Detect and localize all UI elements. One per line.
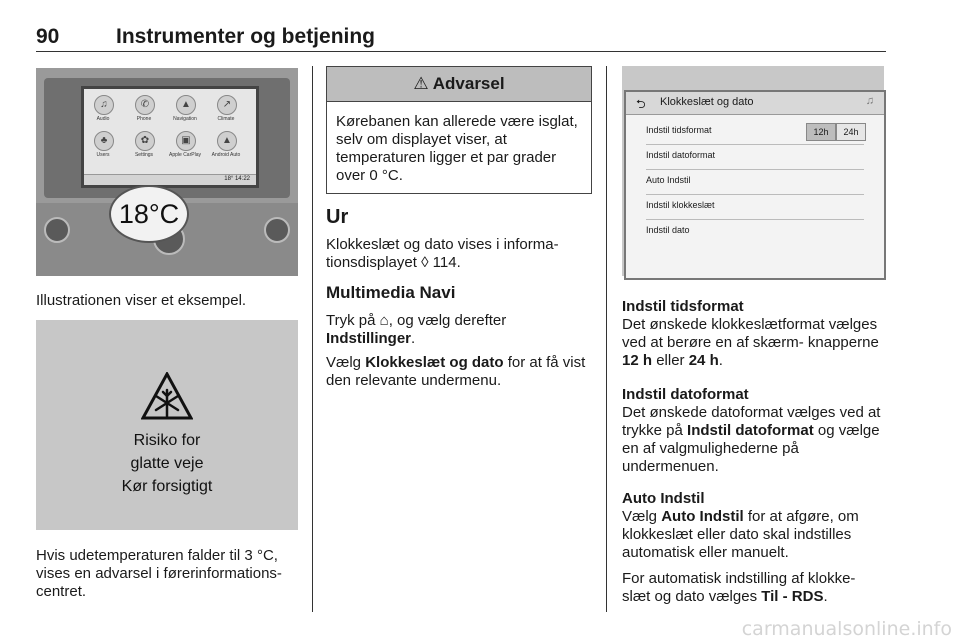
body-text: for at afgøre, om klokkeslæt eller dato skal indstilles automatisk eller manuelt. [622, 508, 859, 561]
temperature-callout: 18°C [109, 185, 189, 243]
hazard-button [44, 217, 70, 243]
ur-text: Klokkeslæt og dato vises i informa- tionsdisplayet [326, 236, 559, 271]
settings-screen-title: Klokkeslæt og dato [660, 96, 754, 108]
row-label: Indstil klokkeslæt [646, 200, 715, 210]
page-number: 90 [36, 25, 60, 48]
bold-term: Auto Indstil [661, 508, 744, 525]
app-label: Apple CarPlay [169, 152, 201, 158]
audio-icon: ♫ [94, 95, 114, 115]
section-heading-multimedia: Multimedia Navi [326, 283, 456, 302]
clock-settings-illustration [622, 66, 884, 276]
settings-row [646, 170, 864, 195]
instruction-paragraph-2 [326, 354, 596, 390]
body-text: eller [656, 352, 685, 369]
section-auto-rds [622, 570, 884, 606]
settings-row [646, 195, 864, 220]
12h-button: 12h [806, 123, 836, 141]
bold-term: 12 h [622, 352, 653, 369]
ur-paragraph [326, 236, 596, 272]
row-label: Indstil datoformat [646, 150, 716, 160]
settings-row [646, 145, 864, 170]
section-auto-set [622, 490, 884, 562]
warning-title: Advarsel [432, 74, 505, 93]
temperature-paragraph: Hvis udetemperaturen falder til 3 °C, vises en advarsel i førerinformations- centret. [36, 547, 282, 600]
app-label: Settings [134, 152, 154, 158]
body-text: og vælge en af valgmulighederne på undermenuen. [622, 422, 880, 475]
bold-term: Indstil datoformat [687, 422, 814, 439]
warning-triangle-icon: ⚠ [413, 74, 429, 93]
settings-row [646, 120, 864, 145]
settings-title-bar [626, 92, 884, 115]
chapter-title: Instrumenter og betjening [116, 25, 376, 48]
back-arrow-icon: ⮌ [636, 97, 646, 111]
page-header [36, 25, 886, 52]
warning-body: Kørebanen kan allerede være isglat, selv om displayet viser, at temperaturen ligger et par grader over 0 °C. [336, 113, 578, 184]
subheading: Indstil datoformat [622, 386, 749, 403]
side-button [264, 217, 290, 243]
bold-term: 24 h [688, 352, 719, 369]
body-text: . [823, 588, 828, 605]
warning-line: Kør forsigtigt [121, 478, 213, 495]
app-label: Phone [136, 116, 152, 122]
climate-icon: ↗ [217, 95, 237, 115]
warning-line: glatte veje [130, 455, 204, 472]
snowflake-warning-icon [141, 372, 193, 424]
p2-text: for at få vist den relevante undermenu. [326, 354, 586, 389]
carplay-icon: ▣ [176, 131, 196, 151]
page-ref: 114. [432, 254, 461, 271]
section-heading-ur: Ur [326, 206, 349, 228]
app-label: Android Auto [211, 152, 241, 158]
body-text: Vælg [622, 508, 658, 525]
app-label: Users [96, 152, 110, 158]
warning-box [326, 66, 592, 194]
app-label: Audio [96, 116, 110, 122]
settings-label: Indstillinger [326, 330, 412, 347]
body-text: . [718, 352, 723, 369]
warning-header [327, 67, 591, 102]
figure-caption: Illustrationen viser et eksempel. [36, 292, 247, 309]
row-label: Indstil tidsformat [646, 125, 712, 135]
infotainment-illustration [36, 68, 298, 276]
column-divider-1 [312, 66, 313, 612]
bold-term: Til - RDS [761, 588, 824, 605]
page-ref-icon: ◊ [421, 254, 429, 271]
home-icon: ⌂ [379, 312, 389, 329]
subheading: Auto Indstil [622, 490, 705, 507]
body-text: For automatisk indstilling af klokke- slæt og dato vælges [622, 570, 856, 605]
subheading: Indstil tidsformat [622, 298, 744, 315]
display-screen [81, 86, 259, 188]
p1-end: . [411, 330, 416, 347]
app-label: Navigation [173, 116, 197, 122]
24h-button: 24h [836, 123, 866, 141]
phone-icon: ✆ [135, 95, 155, 115]
body-text: Det ønskede klokkeslætformat vælges ved at berøre en af skærm- knapperne [622, 316, 879, 351]
settings-icon: ✿ [135, 131, 155, 151]
android-auto-icon: ▲ [217, 131, 237, 151]
warning-line: Risiko for [133, 432, 201, 449]
app-label: Climate [217, 116, 235, 122]
navigation-icon: ▲ [176, 95, 196, 115]
p1-text: , og vælg derefter [388, 312, 507, 329]
settings-window [624, 90, 886, 280]
section-date-format [622, 386, 884, 476]
ice-warning-illustration [36, 320, 298, 530]
body-text: Det ønskede datoformat vælges ved at trykke på [622, 404, 881, 439]
watermark: carmanualsonline.info [741, 618, 952, 640]
column-divider-2 [606, 66, 607, 612]
instruction-paragraph-1 [326, 312, 596, 348]
users-icon: ♣ [94, 131, 114, 151]
section-time-format [622, 298, 884, 370]
status-readout: 18° 14:22 [224, 176, 250, 182]
row-label: Indstil dato [646, 225, 690, 235]
status-bar [84, 174, 256, 185]
music-note-icon: ♫ [865, 95, 874, 107]
row-label: Auto Indstil [646, 175, 691, 185]
p1-text: Tryk på [326, 312, 376, 329]
clock-date-label: Klokkeslæt og dato [365, 354, 504, 371]
p2-text: Vælg [326, 354, 362, 371]
settings-row [646, 220, 864, 244]
